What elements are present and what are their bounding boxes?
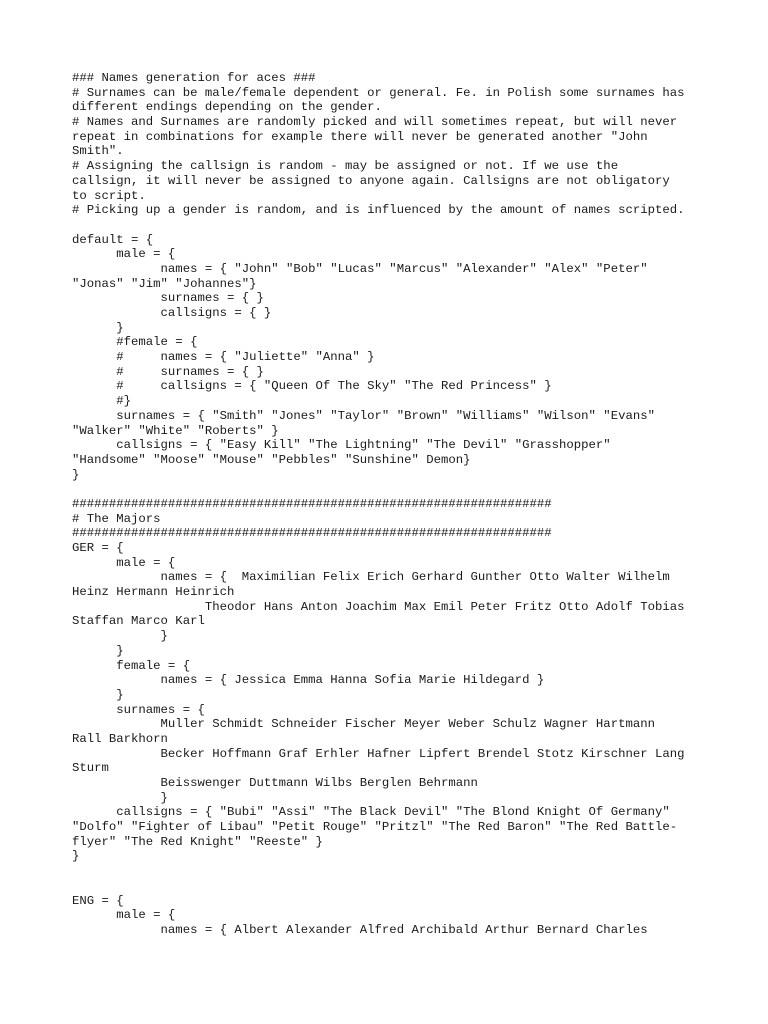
text-line: flyer" "The Red Knight" "Reeste" } [72, 834, 323, 849]
text-line: "Jonas" "Jim" "Johannes"} [72, 276, 257, 291]
text-line: #female = { [72, 335, 198, 350]
text-line: "Walker" "White" "Roberts" } [72, 423, 279, 438]
text-line: # Names and Surnames are randomly picked and will sometimes repeat, but will never [72, 115, 678, 130]
text-line: ################################################################# [72, 496, 552, 511]
text-line: Staffan Marco Karl [72, 614, 205, 629]
text-line: surnames = { [72, 702, 205, 717]
text-line: male = { [72, 908, 176, 923]
text-line: surnames = { } [72, 291, 264, 306]
text-line: #} [72, 394, 132, 409]
text-line: Heinz Hermann Heinrich [72, 585, 235, 600]
text-line: # callsigns = { "Queen Of The Sky" "The Red Princess" } [72, 379, 552, 394]
text-line: repeat in combinations for example there will never be generated another "John [72, 129, 648, 144]
document-body [72, 71, 712, 938]
blank-line [72, 879, 712, 894]
text-line: to script. [72, 188, 146, 203]
text-line: names = { Jessica Emma Hanna Sofia Marie Hildegard } [72, 673, 545, 688]
text-line: Smith". [72, 144, 124, 159]
text-line: callsigns = { "Easy Kill" "The Lightning" "The Devil" "Grasshopper" [72, 438, 611, 453]
text-line: "Dolfo" "Fighter of Libau" "Petit Rouge" "Pritzl" "The Red Baron" "The Red Battle- [72, 820, 678, 835]
text-line: callsign, it will never be assigned to anyone again. Callsigns are not obligatory [72, 173, 670, 188]
text-line: ENG = { [72, 893, 124, 908]
text-line: male = { [72, 555, 176, 570]
text-line: names = { Albert Alexander Alfred Archibald Arthur Bernard Charles [72, 922, 648, 937]
text-line: # Surnames can be male/female dependent or general. Fe. in Polish some surnames has [72, 85, 685, 100]
text-line: # names = { "Juliette" "Anna" } [72, 350, 375, 365]
text-line: # Assigning the callsign is random - may be assigned or not. If we use the [72, 159, 619, 174]
text-line: Theodor Hans Anton Joachim Max Emil Peter Fritz Otto Adolf Tobias [72, 599, 685, 614]
text-line: ### Names generation for aces ### [72, 71, 316, 85]
text-line: # surnames = { } [72, 364, 264, 379]
text-line: male = { [72, 247, 176, 262]
text-line: callsigns = { } [72, 306, 272, 320]
text-line: Becker Hoffmann Graf Erhler Hafner Lipfert Brendel Stotz Kirschner Lang [72, 746, 685, 761]
text-line: different endings depending on the gender. [72, 100, 382, 115]
text-line: surnames = { "Smith" "Jones" "Taylor" "Brown" "Williams" "Wilson" "Evans" [72, 408, 655, 423]
text-line: } [72, 629, 168, 644]
text-line: "Handsome" "Moose" "Mouse" "Pebbles" "Sunshine" Demon} [72, 452, 471, 467]
text-line: default = { [72, 232, 154, 247]
text-line: GER = { [72, 541, 124, 555]
text-line: names = { "John" "Bob" "Lucas" "Marcus" "Alexander" "Alex" "Peter" [72, 261, 648, 276]
text-line: names = { Maximilian Felix Erich Gerhard Gunther Otto Walter Wilhelm [72, 570, 670, 585]
text-line: } [72, 687, 124, 702]
text-line: } [72, 849, 80, 864]
text-line: # Picking up a gender is random, and is influenced by the amount of names scripted. [72, 203, 685, 218]
text-line: } [72, 320, 124, 335]
text-line: Sturm [72, 761, 109, 776]
text-line: Muller Schmidt Schneider Fischer Meyer Weber Schulz Wagner Hartmann [72, 717, 655, 732]
text-line: ################################################################# [72, 526, 552, 541]
text-line: } [72, 467, 80, 482]
text-line: Beisswenger Duttmann Wilbs Berglen Behrmann [72, 776, 478, 790]
blank-line [72, 218, 712, 233]
text-line: female = { [72, 658, 191, 673]
blank-line [72, 482, 712, 497]
text-line: callsigns = { "Bubi" "Assi" "The Black Devil" "The Blond Knight Of Germany" [72, 805, 670, 820]
text-line: Rall Barkhorn [72, 731, 168, 746]
text-line: # The Majors [72, 511, 161, 526]
text-line: } [72, 790, 168, 805]
blank-line [72, 864, 712, 879]
text-line: } [72, 643, 124, 658]
